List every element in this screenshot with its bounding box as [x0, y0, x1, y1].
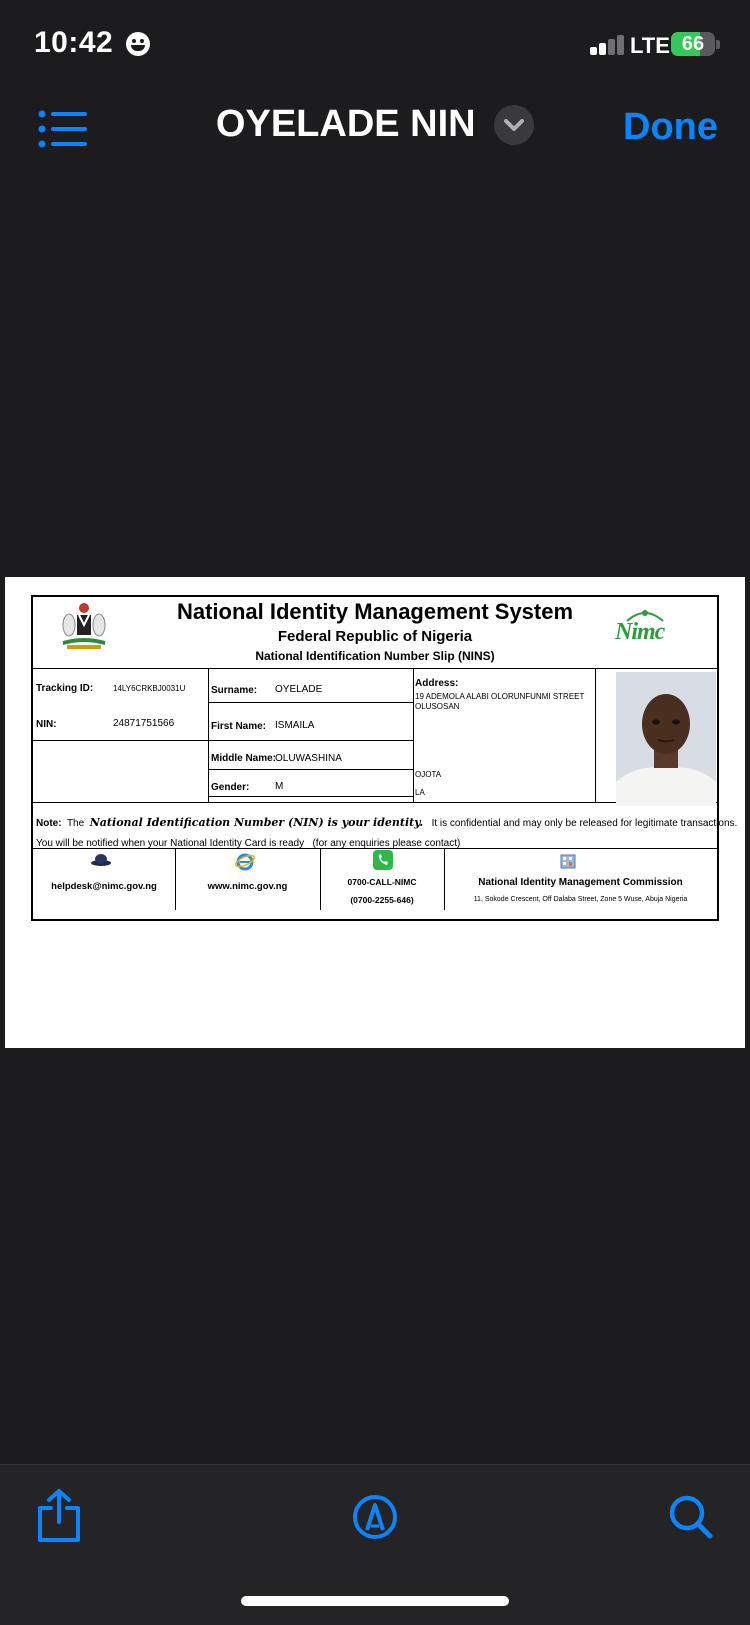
surname-value: OYELADE — [275, 684, 323, 695]
share-icon[interactable] — [36, 1488, 82, 1544]
status-bar — [0, 0, 750, 90]
hat-icon — [90, 853, 112, 867]
note-the: The — [66, 818, 85, 829]
slip-subtitle-2: National Identification Number Slip (NINS) — [255, 649, 495, 663]
slip-title: National Identity Management System — [176, 599, 574, 624]
battery-percent: 66 — [681, 33, 705, 55]
home-indicator[interactable] — [241, 1596, 509, 1606]
first-name-label: First Name: — [211, 721, 267, 732]
nimc-logo — [613, 607, 677, 647]
slip-subtitle: Federal Republic of Nigeria — [277, 628, 473, 645]
address-line-3: OJOTA — [415, 770, 442, 779]
middle-name-value: OLUWASHINA — [275, 753, 342, 764]
address-label: Address: — [415, 678, 459, 689]
tracking-id-label: Tracking ID: — [36, 683, 94, 694]
phone-digits: (0700-2255-646) — [350, 895, 414, 905]
search-icon[interactable] — [668, 1494, 714, 1540]
done-button[interactable]: Done — [623, 106, 718, 148]
tracking-id-value: 14LY6CRKBJ0031U — [113, 684, 186, 693]
phone-number: 0700-CALL-NIMC — [347, 877, 417, 887]
note-label: Note: — [36, 818, 62, 829]
markup-icon[interactable] — [352, 1494, 398, 1540]
address-line-2: OLUSOSAN — [415, 702, 460, 711]
helpdesk-email: helpdesk@nimc.gov.ng — [51, 881, 157, 892]
chevron-down-icon[interactable] — [494, 105, 534, 145]
notify-paren: (for any enquiries please contact) — [312, 838, 461, 849]
notify-main: You will be notified when your National Identity Card is ready — [36, 838, 305, 849]
address-line-4: LA — [415, 788, 425, 797]
website-link: www.nimc.gov.ng — [207, 881, 288, 892]
nin-slip — [31, 595, 738, 921]
address-line-1: 19 ADEMOLA ALABI OLORUNFUNMI STREET — [415, 692, 585, 701]
phone-icon — [373, 850, 393, 870]
document-page — [5, 577, 745, 1048]
gender-value: M — [275, 781, 284, 792]
internet-explorer-icon — [235, 851, 255, 871]
org-name: National Identity Management Commission — [478, 877, 683, 888]
note-emphasis: National Identification Number (NIN) is your identity. — [89, 816, 424, 829]
notify-text — [36, 838, 460, 849]
battery-cap — [716, 40, 720, 49]
building-icon — [559, 852, 577, 870]
signal-icon — [590, 33, 626, 55]
surname-label: Surname: — [211, 685, 258, 696]
org-address: 11, Sokode Crescent, Off Dalaba Street, Zone 5 Wuse, Abuja Nigeria — [473, 896, 688, 903]
first-name-value: ISMAILA — [275, 720, 315, 731]
nimc-logo-text: Nimc — [615, 619, 665, 645]
nin-value: 24871751566 — [113, 718, 175, 729]
network-label: LTE — [630, 33, 670, 58]
battery-icon — [671, 32, 715, 56]
gender-label: Gender: — [211, 782, 250, 793]
middle-name-label: Middle Name: — [211, 753, 277, 764]
clock: 10:42 — [34, 26, 114, 59]
document-title: OYELADE NIN — [215, 103, 476, 145]
nin-label: NIN: — [36, 719, 57, 730]
note-rest: It is confidential and may only be released for legitimate transactions. — [431, 818, 738, 829]
passport-photo — [616, 672, 716, 806]
smiley-icon — [126, 32, 150, 56]
note-text — [36, 816, 737, 829]
